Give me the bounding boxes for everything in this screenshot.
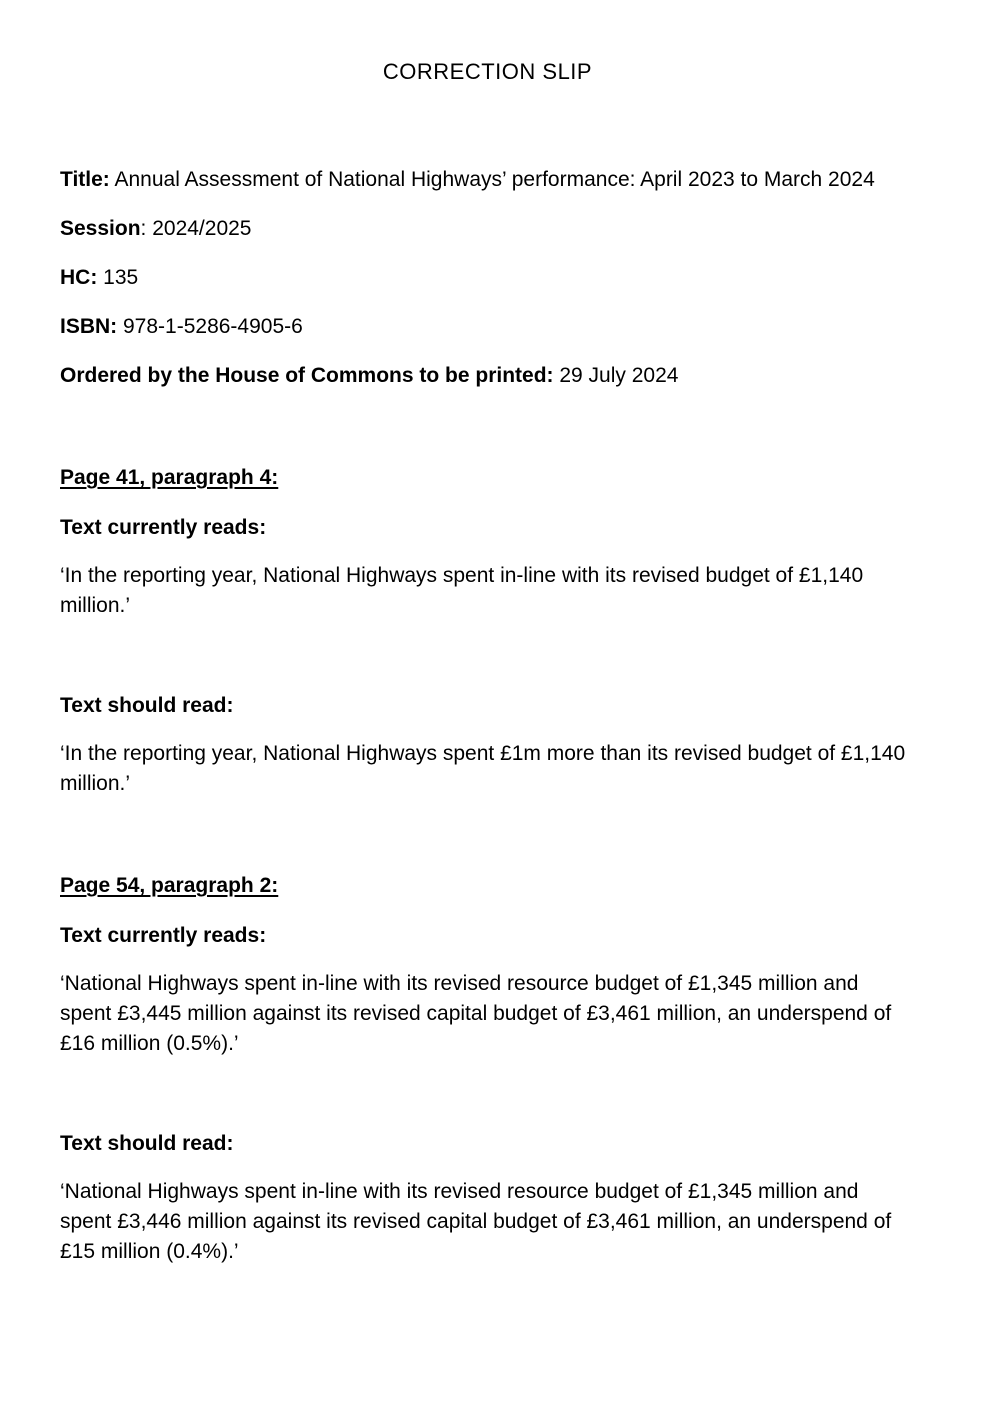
meta-row-hc — [60, 263, 915, 293]
correction-section — [60, 463, 915, 799]
meta-value: 978-1-5286-4905-6 — [117, 315, 303, 338]
document-metadata — [60, 165, 915, 391]
meta-row-isbn — [60, 312, 915, 342]
meta-value: Annual Assessment of National Highways’ performance: April 2023 to March 2024 — [109, 168, 875, 191]
meta-label: Ordered by the House of Commons to be printed: — [60, 364, 554, 387]
should-read-label: Text should read: — [60, 694, 234, 717]
meta-value: : 2024/2025 — [140, 217, 252, 240]
meta-label: Title: — [60, 168, 110, 191]
should-read-label: Text should read: — [60, 1132, 234, 1155]
should-read-text: ‘In the reporting year, National Highways spent £1m more than its revised budget of £1,140 million.’ — [60, 742, 906, 795]
meta-row-ordered — [60, 361, 915, 391]
page-title: CORRECTION SLIP — [382, 59, 593, 84]
current-reads-text: ‘In the reporting year, National Highways spent in-line with its revised budget of £1,140 million.’ — [60, 564, 864, 617]
meta-row-title — [60, 165, 915, 195]
meta-label: HC: — [60, 266, 98, 289]
current-reads-text: ‘National Highways spent in-line with its revised resource budget of £1,345 million and spent £3,445 million against its revised capital budget of £3,461 million, an underspend of £16 million (0.5%).’ — [60, 972, 892, 1055]
meta-label: Session — [60, 217, 141, 240]
meta-value: 29 July 2024 — [553, 364, 679, 387]
should-read-text: ‘National Highways spent in-line with its revised resource budget of £1,345 million and spent £3,446 million against its revised capital budget of £3,461 million, an underspend of £15 million (0.4%).’ — [60, 1180, 892, 1263]
meta-value: 135 — [97, 266, 139, 289]
correction-section — [60, 871, 915, 1267]
location-heading: Page 41, paragraph 4: — [60, 466, 279, 489]
current-reads-label: Text currently reads: — [60, 924, 267, 947]
location-heading: Page 54, paragraph 2: — [60, 874, 279, 897]
meta-label: ISBN: — [60, 315, 118, 338]
current-reads-label: Text currently reads: — [60, 516, 267, 539]
meta-row-session — [60, 214, 915, 244]
